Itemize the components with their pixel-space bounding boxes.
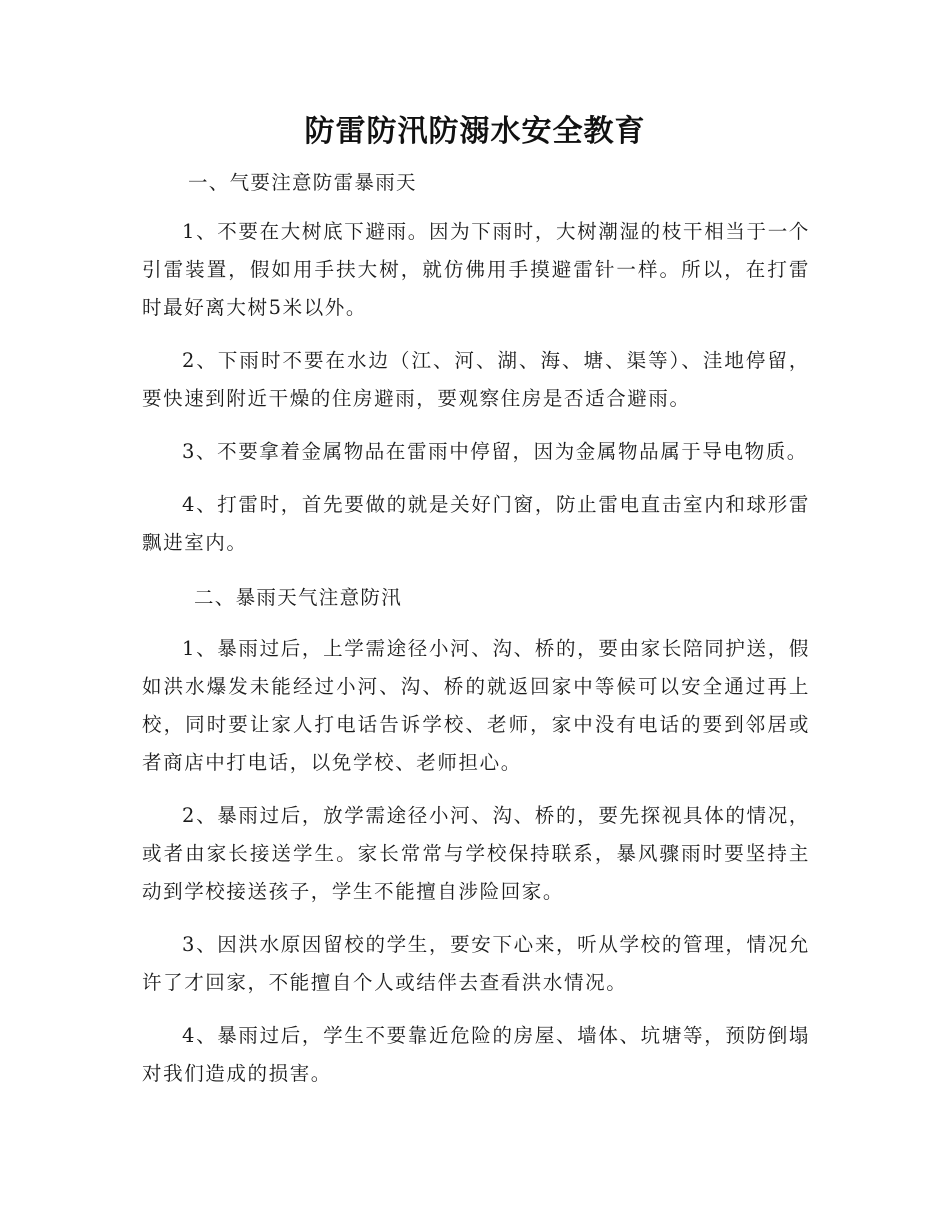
paragraph: 3、不要拿着金属物品在雷雨中停留，因为金属物品属于导电物质。 <box>182 440 808 463</box>
paragraph: 2、暴雨过后，放学需途径小河、沟、桥的，要先探视具体的情况，或者由家长接送学生。家长常常与学校保持联系，暴风骤雨时要坚持主动到学校接送孩子，学生不能擅自涉险回家。 <box>142 804 810 903</box>
paragraph: 1、暴雨过后，上学需途径小河、沟、桥的，要由家长陪同护送，假如洪水爆发未能经过小河、沟、桥的就返回家中等候可以安全通过再上校，同时要让家人打电话告诉学校、老师，家中没有电话的要到邻居或者商店中打电话，以免学校、老师担心。 <box>142 637 810 774</box>
section-heading: 二、暴雨天气注意防汛 <box>194 586 403 609</box>
paragraph: 4、打雷时，首先要做的就是关好门窗，防止雷电直击室内和球形雷飘进室内。 <box>142 493 810 554</box>
document-title: 防雷防汛防溺水安全教育 <box>304 114 646 149</box>
paragraph: 4、暴雨过后，学生不要靠近危险的房屋、墙体、坑塘等，预防倒塌对我们造成的损害。 <box>142 1024 810 1085</box>
section-heading: 一、气要注意防雷暴雨天 <box>188 171 417 194</box>
document-body <box>142 165 810 1093</box>
paragraph: 3、因洪水原因留校的学生，要安下心来，听从学校的管理，情况允许了才回家，不能擅自个人或结伴去查看洪水情况。 <box>142 933 810 994</box>
paragraph: 1、不要在大树底下避雨。因为下雨时，大树潮湿的枝干相当于一个引雷装置，假如用手扶大树，就仿佛用手摸避雷针一样。所以，在打雷时最好离大树5米以外。 <box>142 220 810 319</box>
paragraph: 2、下雨时不要在水边（江、河、湖、海、塘、渠等）、洼地停留，要快速到附近干燥的住房避雨，要观察住房是否适合避雨。 <box>142 349 810 410</box>
